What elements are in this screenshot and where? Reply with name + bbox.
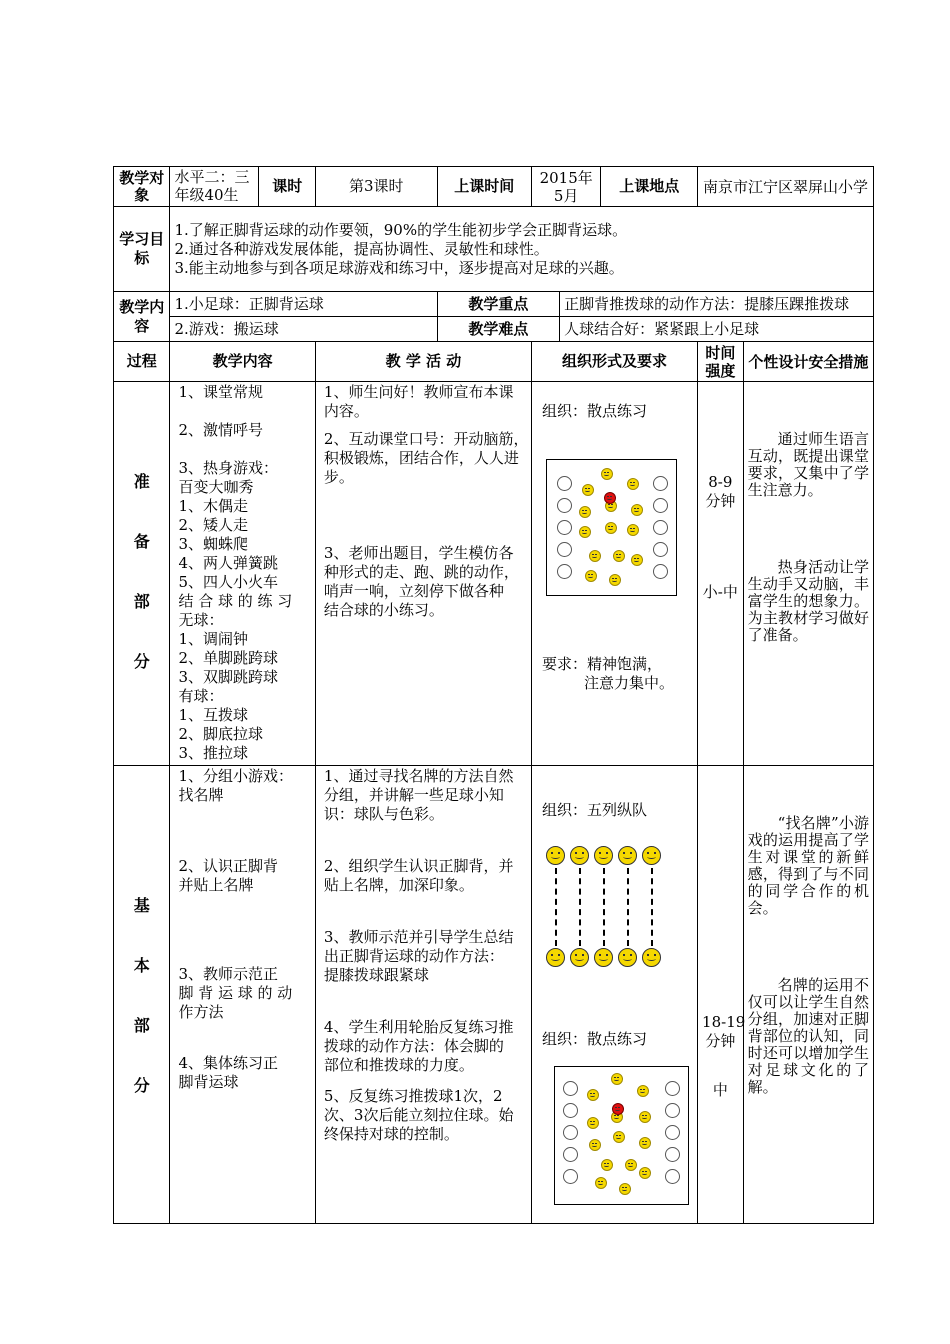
player-ring-icon	[665, 1169, 680, 1184]
player-ring-icon	[563, 1147, 578, 1162]
diff-label: 教学难点	[437, 317, 560, 342]
key-value: 正脚背推拨球的动作方法：提膝压踝推拨球	[560, 292, 874, 317]
place-label: 上课地点	[601, 167, 698, 207]
basic-safety	[743, 766, 873, 1224]
prep-label-char: 准	[133, 472, 150, 491]
basic-org	[531, 766, 697, 1224]
player-ring-icon	[653, 498, 668, 513]
player-ring-icon	[563, 1103, 578, 1118]
student-smiley-icon	[546, 948, 565, 967]
basic-time-value: 18-19	[702, 1013, 746, 1031]
smiley-ball-icon	[639, 1167, 651, 1179]
basic-activity-line: 分组，并讲解一些足球小知	[323, 786, 504, 804]
column-line	[579, 868, 581, 946]
player-ring-icon	[653, 542, 668, 557]
player-ring-icon	[557, 520, 572, 535]
smiley-ball-icon	[625, 1159, 637, 1171]
prep-time-value: 8-9	[708, 473, 733, 491]
basic-activity-line: 贴上名牌，加深印象。	[323, 876, 474, 894]
basic-content-line: 脚背运球	[178, 1073, 239, 1091]
prep-content-line: 结 合 球 的 练 习	[178, 592, 293, 610]
lesson-plan-table	[113, 166, 874, 1224]
player-ring-icon	[557, 476, 572, 491]
smiley-ball-icon	[589, 550, 601, 562]
basic-time-intensity: 中	[712, 1081, 728, 1099]
obj-label: 教学对象	[114, 167, 170, 207]
student-smiley-icon	[570, 948, 589, 967]
smiley-ball-icon	[587, 1117, 599, 1129]
smiley-ball-icon	[595, 1177, 607, 1189]
col-safety: 个性设计安全措施	[743, 342, 873, 382]
player-ring-icon	[563, 1169, 578, 1184]
prep-activity-line: 哨声一响，立刻停下做各种	[323, 582, 504, 600]
basic-org-title: 组织：五列纵队	[541, 801, 647, 819]
place-value: 南京市江宁区翠屏山小学	[698, 167, 874, 207]
prep-content-line: 3、蜘蛛爬	[178, 535, 248, 553]
prep-content-line: 2、单脚跳跨球	[178, 649, 278, 667]
prep-content-line: 3、推拉球	[178, 744, 248, 762]
prep-time-intensity: 小-中	[702, 583, 738, 601]
smiley-ball-icon	[609, 574, 621, 586]
scatter-practice-diagram	[554, 1066, 689, 1205]
smiley-ball-icon	[613, 550, 625, 562]
goals-label: 学习目标	[114, 207, 170, 292]
basic-activity-line: 部位和推拨球的力度。	[323, 1056, 474, 1074]
basic-content-line: 脚 背 运 球 的 动	[178, 984, 293, 1002]
basic-label-char: 基	[133, 896, 150, 915]
period-value: 第3课时	[315, 167, 437, 207]
prep-activity-line: 2、互动课堂口号：开动脑筋，	[323, 430, 529, 448]
basic-content-line: 2、认识正脚背	[178, 857, 278, 875]
basic-content-line: 1、分组小游戏：	[178, 767, 293, 785]
prep-activity-line: 种形式的走、跑、跳的动作，	[323, 563, 519, 581]
player-ring-icon	[557, 498, 572, 513]
student-smiley-icon	[594, 948, 613, 967]
basic-safety-text: “找名牌”小游戏的运用提高了学生对课堂的新鲜感，得到了与不同的同学合作的机会。	[747, 814, 869, 917]
lesson-plan	[113, 166, 874, 1224]
basic-content-line: 找名牌	[178, 786, 224, 804]
student-smiley-icon	[618, 846, 637, 865]
basic-activity-line: 提膝拨球跟紧球	[323, 966, 429, 984]
player-ring-icon	[665, 1125, 680, 1140]
prep-label-char: 分	[133, 652, 150, 671]
player-ring-icon	[563, 1125, 578, 1140]
player-ring-icon	[557, 564, 572, 579]
column-line	[603, 868, 605, 946]
prep-activity	[315, 382, 531, 766]
column-line	[651, 868, 653, 946]
basic-activity-line: 终保持对球的控制。	[323, 1125, 459, 1143]
basic-activity	[315, 766, 531, 1224]
player-ring-icon	[563, 1081, 578, 1096]
smiley-ball-icon	[627, 524, 639, 536]
basic-activity-line: 2、组织学生认识正脚背，并	[323, 857, 514, 875]
smiley-ball-icon	[601, 468, 613, 480]
column-line	[627, 868, 629, 946]
smiley-ball-icon	[613, 1131, 625, 1143]
prep-activity-line: 积极锻炼，团结合作，人人进	[323, 449, 519, 467]
prep-org-req: 注意力集中。	[583, 674, 674, 692]
basic-activity-line: 5、反复练习推拨球1次，2	[323, 1087, 503, 1105]
prep-activity-line: 3、老师出题目，学生模仿各	[323, 544, 514, 562]
time-value: 2015年5月	[531, 167, 600, 207]
player-ring-icon	[665, 1147, 680, 1162]
prep-content-line: 3、热身游戏：	[178, 459, 278, 477]
prep-content-line: 1、互拨球	[178, 706, 248, 724]
prep-content-line: 3、双脚跳跨球	[178, 668, 278, 686]
prep-content-line: 4、两人弹簧跳	[178, 554, 278, 572]
prep-activity-line: 步。	[323, 468, 354, 486]
prep-content-line: 5、四人小火车	[178, 573, 278, 591]
basic-activity-line: 识：球队与色彩。	[323, 805, 444, 823]
prep-content-line: 无球：	[178, 611, 224, 629]
key-label: 教学重点	[437, 292, 560, 317]
smiley-ball-icon	[579, 506, 591, 518]
player-ring-icon	[653, 476, 668, 491]
col-activity: 教 学 活 动	[315, 342, 531, 382]
student-smiley-icon	[642, 846, 661, 865]
prep-activity-line: 结合球的小练习。	[323, 601, 444, 619]
prep-safety-text: 热身活动让学生动手又动脑，丰富学生的想象力。为主教材学习做好了准备。	[747, 558, 869, 644]
smiley-ball-icon	[601, 1159, 613, 1171]
five-column-formation-diagram	[546, 846, 676, 966]
smiley-ball-icon	[611, 1073, 623, 1085]
column-line	[555, 868, 557, 946]
prep-activity-line: 内容。	[323, 402, 369, 420]
col-process: 过程	[114, 342, 170, 382]
smiley-ball-icon	[627, 478, 639, 490]
basic-activity-line: 3、教师示范并引导学生总结	[323, 928, 514, 946]
prep-content-line: 2、脚底拉球	[178, 725, 263, 743]
prep-org	[531, 382, 697, 766]
basic-time-unit: 分钟	[705, 1032, 736, 1050]
basic-activity-line: 出正脚背运球的动作方法：	[323, 947, 504, 965]
player-ring-icon	[653, 520, 668, 535]
basic-content-line: 作方法	[178, 1003, 224, 1021]
player-ring-icon	[665, 1081, 680, 1096]
prep-safety	[743, 382, 873, 766]
player-ring-icon	[665, 1103, 680, 1118]
diff-value: 人球结合好：紧紧跟上小足球	[560, 317, 874, 342]
prep-content-line: 1、课堂常规	[178, 383, 263, 401]
prep-content	[170, 382, 315, 766]
smiley-ball-icon	[639, 1137, 651, 1149]
period-label: 课时	[259, 167, 315, 207]
smiley-ball-icon	[637, 1085, 649, 1097]
player-ring-icon	[557, 542, 572, 557]
goal-2: 2.通过各种游戏发展体能，提高协调性、灵敏性和球性。	[174, 239, 549, 258]
basic-label-char: 分	[133, 1076, 150, 1095]
student-smiley-icon	[546, 846, 565, 865]
basic-safety-text: 名牌的运用不仅可以让学生自然分组，加速对正脚背部位的认知，同时还可以增加学生对足球文化的了解。	[747, 976, 869, 1096]
prep-org-req: 要求：精神饱满，	[541, 655, 662, 673]
smiley-ball-icon	[589, 1139, 601, 1151]
basic-content-line: 3、教师示范正	[178, 965, 278, 983]
basic-content-line: 并贴上名牌	[178, 876, 254, 894]
prep-time-unit: 分钟	[705, 492, 736, 510]
student-smiley-icon	[618, 948, 637, 967]
basic-content	[170, 766, 315, 1224]
smiley-ball-icon	[619, 1183, 631, 1195]
smiley-ball-icon	[631, 504, 643, 516]
prep-content-line: 2、矮人走	[178, 516, 248, 534]
goal-1: 1.了解正脚背运球的动作要领，90%的学生能初步学会正脚背运球。	[174, 220, 628, 239]
col-time: 时间强度	[698, 342, 744, 382]
coach-smiley-icon	[604, 492, 616, 504]
basic-activity-line: 4、学生利用轮胎反复练习推	[323, 1018, 514, 1036]
basic-activity-line: 1、通过寻找名牌的方法自然	[323, 767, 514, 785]
basic-content-line: 4、集体练习正	[178, 1054, 278, 1072]
prep-label-char: 部	[133, 592, 150, 611]
prep-content-line: 有球：	[178, 687, 224, 705]
col-content: 教学内容	[170, 342, 315, 382]
smiley-ball-icon	[631, 554, 643, 566]
basic-section-label	[114, 766, 170, 1224]
smiley-ball-icon	[587, 1089, 599, 1101]
basic-label-char: 部	[133, 1016, 150, 1035]
prep-activity-line: 1、师生问好！教师宣布本课	[323, 383, 514, 401]
player-ring-icon	[653, 564, 668, 579]
prep-content-line: 1、调闹钟	[178, 630, 248, 648]
prep-time	[698, 382, 744, 766]
smiley-ball-icon	[605, 522, 617, 534]
obj-value: 水平二：三年级40生	[170, 167, 259, 207]
scatter-practice-diagram	[546, 459, 677, 596]
prep-section-label	[114, 382, 170, 766]
basic-activity-line: 次、3次后能立刻拉住球。始	[323, 1106, 514, 1124]
content-item-1: 1.小足球：正脚背运球	[170, 292, 437, 317]
smiley-ball-icon	[582, 484, 594, 496]
smiley-ball-icon	[579, 526, 591, 538]
goal-3: 3.能主动地参与到各项足球游戏和练习中，逐步提高对足球的兴趣。	[174, 258, 624, 277]
prep-content-line: 2、激情呼号	[178, 421, 263, 439]
prep-org-title: 组织：散点练习	[541, 402, 647, 420]
coach-smiley-icon	[612, 1103, 624, 1115]
prep-safety-text: 通过师生语言互动，既提出课堂要求，又集中了学生注意力。	[747, 430, 869, 499]
col-org: 组织形式及要求	[531, 342, 697, 382]
basic-activity-line: 拨球的动作方法：体会脚的	[323, 1037, 504, 1055]
student-smiley-icon	[642, 948, 661, 967]
smiley-ball-icon	[585, 570, 597, 582]
basic-org-title: 组织：散点练习	[541, 1030, 647, 1048]
prep-content-line: 百变大咖秀	[178, 478, 254, 496]
content-label: 教学内容	[114, 292, 170, 342]
basic-time	[698, 766, 744, 1224]
smiley-ball-icon	[639, 1111, 651, 1123]
student-smiley-icon	[594, 846, 613, 865]
prep-label-char: 备	[133, 532, 150, 551]
student-smiley-icon	[570, 846, 589, 865]
time-label: 上课时间	[437, 167, 531, 207]
basic-label-char: 本	[133, 956, 150, 975]
prep-content-line: 1、木偶走	[178, 497, 248, 515]
content-item-2: 2.游戏：搬运球	[170, 317, 437, 342]
